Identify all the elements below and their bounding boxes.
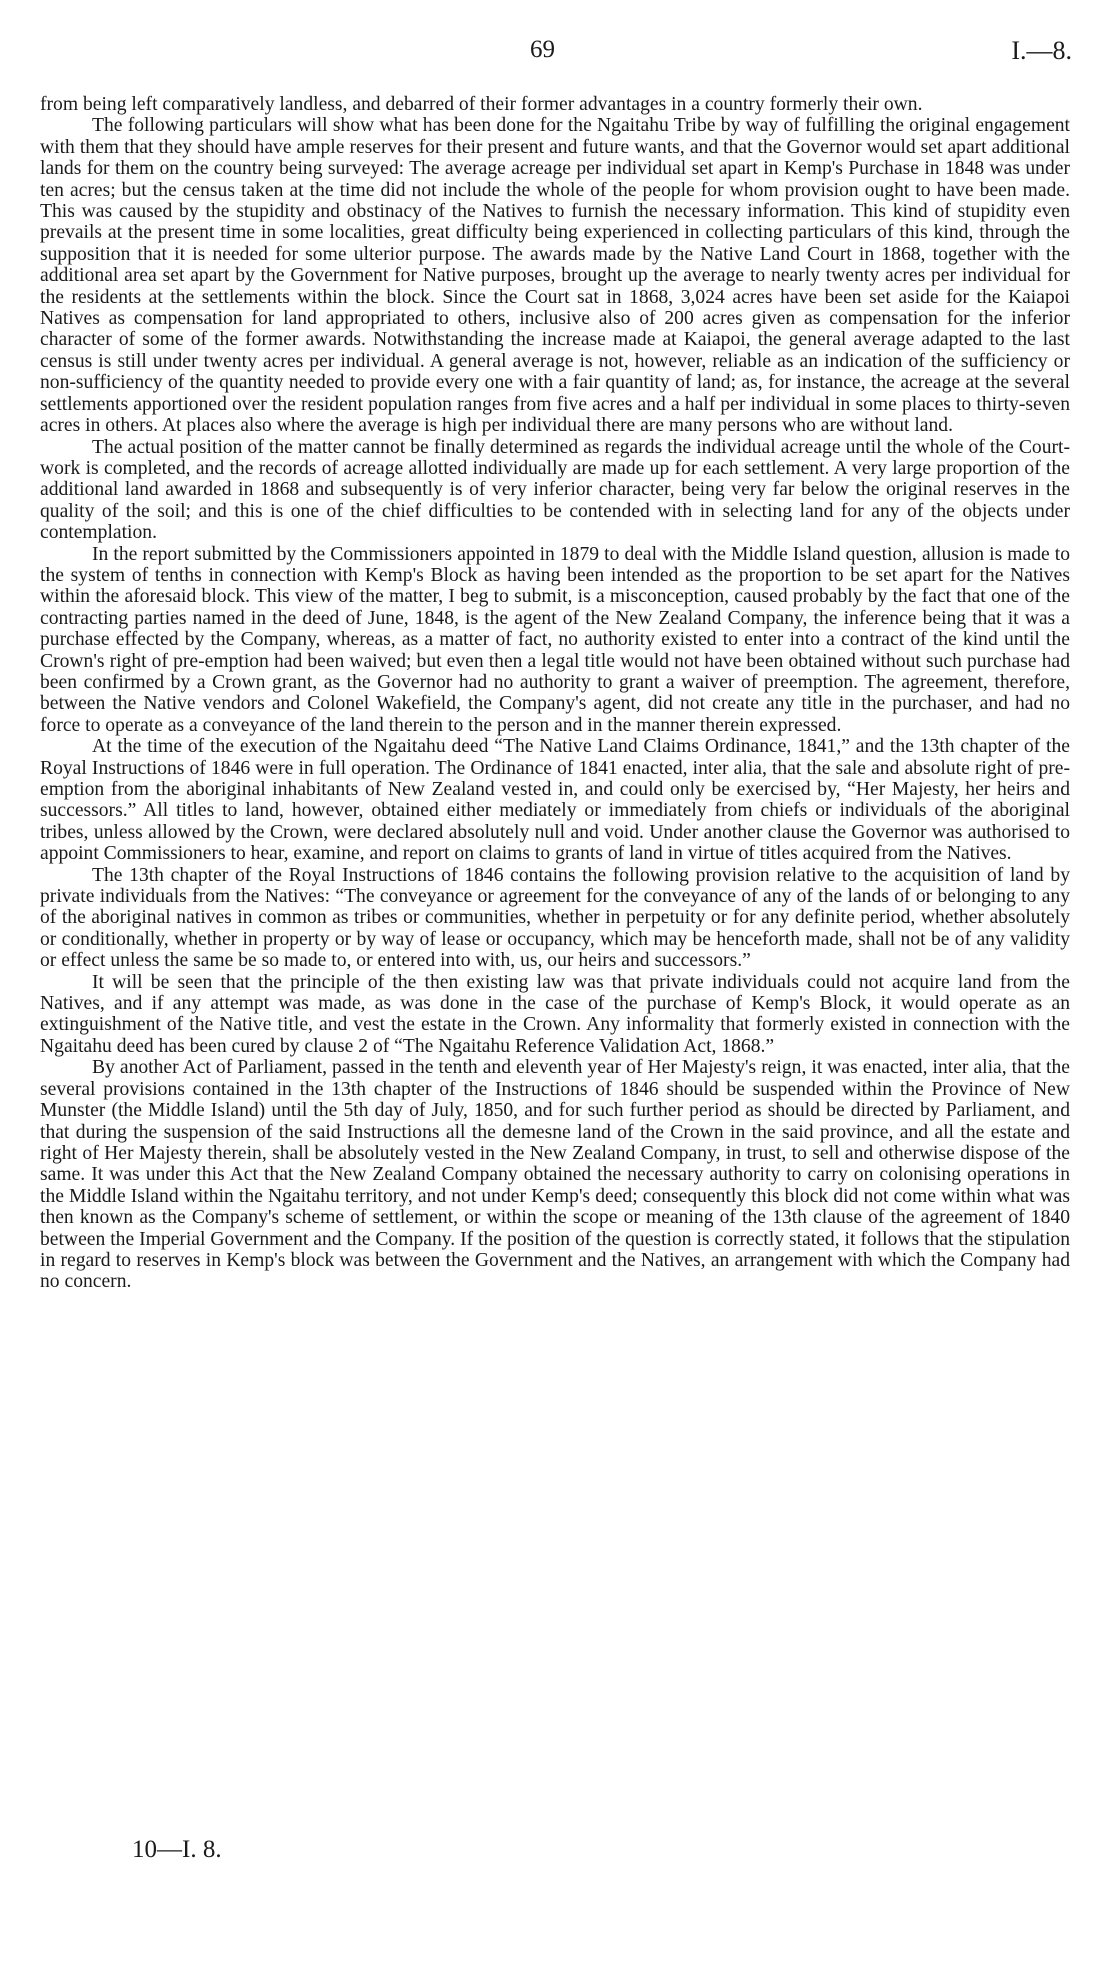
- series-reference: I.—8.: [1011, 36, 1072, 65]
- paragraph: By another Act of Parliament, passed in the tenth and eleventh year of Her Majesty's reign, it was enacted, inter alia, that the several provisions contained in the 13th chapter of the Instructions of 1846 should be suspended within the Province of New Munster (the Middle Island) until the 5th day of July, 1850, and for such further period as should be directed by Parliament, and that during the suspension of the said Instructions all the demesne land of the Crown in the said province, and all the estate and right of Her Majesty therein, shall be absolutely vested in the New Zealand Company, in trust, to sell and otherwise dispose of the same. It was under this Act that the New Zealand Company obtained the necessary authority to carry on colonising operations in the Middle Island within the Ngaitahu territory, and not under Kemp's deed; consequently this block did not come within what was then known as the Company's scheme of settlement, or within the scope or meaning of the 13th clause of the agreement of 1840 between the Imperial Government and the Company. If the position of the question is correctly stated, it follows that the stipulation in regard to reserves in Kemp's block was between the Government and the Natives, an arrangement with which the Company had no concern.: [40, 1057, 1070, 1293]
- paragraph: The 13th chapter of the Royal Instructions of 1846 contains the following provision relative to the acquisition of land by private individuals from the Natives: “The conveyance or agreement for the conveyance of any of the lands of or belonging to any of the aboriginal natives in common as tribes or communities, whether in perpetuity or for any definite period, whether absolutely or conditionally, whether in property or by way of lease or occupancy, which may be henceforth made, shall not be of any validity or effect unless the same be so made to, or entered into with, us, our heirs and successors.”: [40, 864, 1070, 972]
- paragraph: It will be seen that the principle of the then existing law was that private individuals could not acquire land from the Natives, and if any attempt was made, as was done in the case of the purchase of Kemp's Block, it would operate as an extinguishment of the Native title, and vest the estate in the Crown. Any informality that formerly existed in connection with the Ngaitahu deed has been cured by clause 2 of “The Ngaitahu Reference Validation Act, 1868.”: [40, 971, 1070, 1057]
- paragraph: The actual position of the matter cannot be finally determined as regards the individual acreage until the whole of the Court-work is completed, and the records of acreage allotted individually are made up for each settlement. A very large proportion of the additional land awarded in 1868 and subsequently is of very inferior character, being very far below the original reserves in the quality of the soil; and this is one of the chief difficulties to be contended with in selecting land for any of the objects under contemplation.: [40, 436, 1070, 544]
- body-text: [40, 94, 1070, 1293]
- paragraph-continuation: from being left comparatively landless, and debarred of their former advantages in a country formerly their own.: [40, 94, 923, 115]
- page-header: [0, 36, 1114, 72]
- page-number: 69: [530, 36, 555, 63]
- printer-signature: 10—I. 8.: [132, 1836, 222, 1863]
- paragraph: At the time of the execution of the Ngaitahu deed “The Native Land Claims Ordinance, 1841,” and the 13th chapter of the Royal Instructions of 1846 were in full operation. The Ordinance of 1841 enacted, inter alia, that the sale and absolute right of pre-emption from the aboriginal inhabitants of New Zealand vested in, and could only be exercised by, “Her Majesty, her heirs and successors.” All titles to land, however, obtained either mediately or immediately from chiefs or individuals of the aboriginal tribes, unless allowed by the Crown, were declared absolutely null and void. Under another clause the Governor was authorised to appoint Commissioners to hear, examine, and report on claims to grants of land in virtue of titles acquired from the Natives.: [40, 736, 1070, 865]
- paragraph: In the report submitted by the Commissioners appointed in 1879 to deal with the Middle Island question, allusion is made to the system of tenths in connection with Kemp's Block as having been intended as the proportion to be set apart for the Natives within the aforesaid block. This view of the matter, I beg to submit, is a misconception, caused probably by the fact that one of the contracting parties named in the deed of June, 1848, is the agent of the New Zealand Company, the inference being that it was a purchase effected by the Company, whereas, as a matter of fact, no authority existed to enter into a contract of the kind until the Crown's right of pre-emption had been waived; but even then a legal title would not have been obtained without such purchase had been confirmed by a Crown grant, as the Governor had no authority to grant a waiver of preemption. The agreement, therefore, between the Native vendors and Colonel Wakefield, the Company's agent, did not create any title in the purchaser, and had no force to operate as a conveyance of the land therein to the person and in the manner therein expressed.: [40, 543, 1070, 736]
- paragraph: The following particulars will show what has been done for the Ngaitahu Tribe by way of fulfilling the original engagement with them that they should have ample reserves for their present and future wants, and that the Governor would set apart additional lands for them on the country being surveyed: The average acreage per individual set apart in Kemp's Purchase in 1848 was under ten acres; but the census taken at the time did not include the whole of the people for whom provision ought to have been made. This was caused by the stupidity and obstinacy of the Natives to furnish the necessary information. This kind of stupidity even prevails at the present time in some localities, great difficulty being experienced in collecting particulars of this kind, through the supposition that it is needed for some ulterior purpose. The awards made by the Native Land Court in 1868, together with the additional area set apart by the Government for Native purposes, brought up the average to nearly twenty acres per individual for the residents at the settlements within the block. Since the Court sat in 1868, 3,024 acres have been set aside for the Kaiapoi Natives as compensation for land appropriated to others, inclusive also of 200 acres given as compensation for the inferior character of some of the former awards. Notwithstanding the increase made at Kaiapoi, the general average adapted to the last census is still under twenty acres per individual. A general average is not, however, reliable as an indication of the sufficiency or non-sufficiency of the quantity needed to provide every one with a fair quantity of land; as, for instance, the acreage at the several settlements apportioned over the resident population ranges from five acres and a half per individual in some places to thirty-seven acres in others. At places also where the average is high per individual there are many persons who are without land.: [40, 115, 1070, 437]
